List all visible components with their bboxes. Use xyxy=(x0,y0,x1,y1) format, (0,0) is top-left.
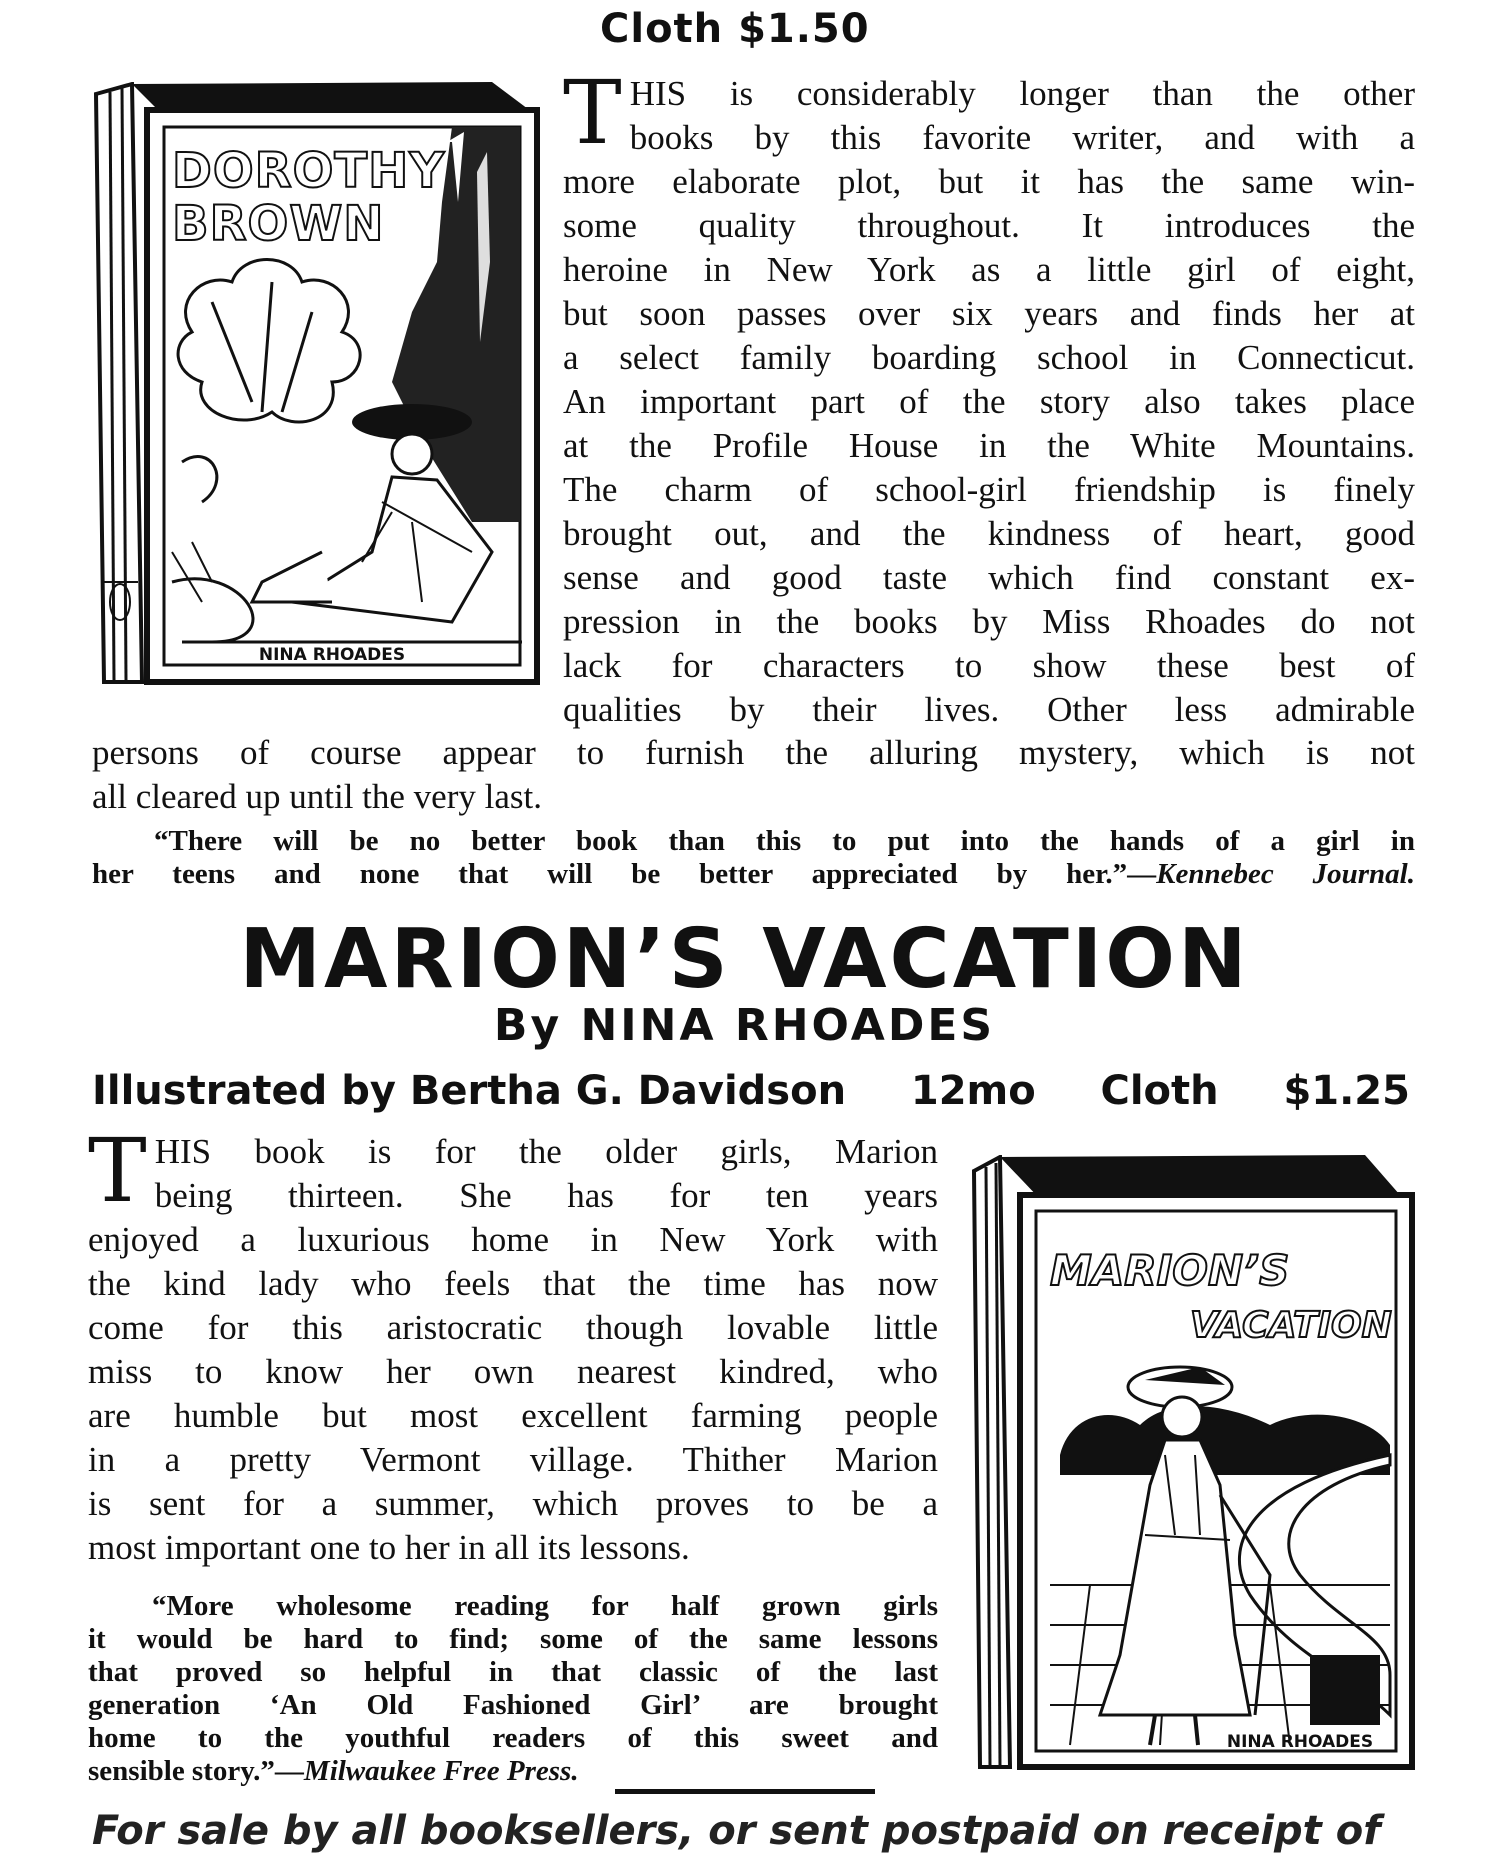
marions-vacation-cover-title-line2: VACATION xyxy=(1190,1305,1392,1346)
text-line: enjoyed a luxurious home in New York with xyxy=(88,1220,938,1259)
text-line: HIS is considerably longer than the other xyxy=(629,74,1415,113)
quote-line xyxy=(88,1755,938,1788)
quote-line: generation ‘An Old Fashioned Girl’ are brought xyxy=(88,1689,938,1721)
dorothy-brown-cover-title-line1: DOROTHY xyxy=(172,143,446,199)
text-line: are humble but most excellent farming people xyxy=(88,1396,938,1435)
text-line: is sent for a summer, which proves to be a xyxy=(88,1484,938,1523)
book-binding: Cloth xyxy=(1100,1068,1219,1114)
marions-vacation-cover-title-line1: MARION’S xyxy=(1050,1246,1290,1295)
dorothy-brown-description-continued xyxy=(92,731,1415,819)
marions-vacation-description xyxy=(88,1119,938,1570)
dorothy-brown-cover-author: NINA RHOADES xyxy=(258,645,406,665)
text-line: sense and good taste which find constant ex- xyxy=(563,558,1415,597)
quote-text: her teens and none that will be better appreciated by her.”— xyxy=(92,858,1157,890)
text-line: at the Profile House in the White Mountains. xyxy=(563,426,1415,465)
quote-text: “More wholesome reading for half grown girls xyxy=(152,1590,938,1622)
text-line: more elaborate plot, but it has the same win- xyxy=(563,162,1415,201)
dorothy-brown-cover-image xyxy=(92,82,542,687)
quote-line: that proved so helpful in that classic of the last xyxy=(88,1656,938,1688)
text-line: the kind lady who feels that the time has now xyxy=(88,1264,938,1303)
book-format: 12mo xyxy=(910,1068,1036,1114)
marions-vacation-dropcap: T xyxy=(88,1119,147,1222)
text-line: HIS book is for the older girls, Marion xyxy=(154,1132,938,1171)
text-line: lack for characters to show these best of xyxy=(563,646,1415,685)
quote-text: sensible story.”— xyxy=(88,1755,304,1787)
top-price: Cloth $1.50 xyxy=(600,6,870,52)
text-line: pression in the books by Miss Rhoades do not xyxy=(563,602,1415,641)
quote-source: Kennebec Journal. xyxy=(1156,858,1415,890)
text-line: but soon passes over six years and finds her at xyxy=(563,294,1415,333)
dorothy-brown-dropcap: T xyxy=(563,61,622,164)
text-line: brought out, and the kindness of heart, good xyxy=(563,514,1415,553)
text-line: some quality throughout. It introduces the xyxy=(563,206,1415,245)
dorothy-brown-description xyxy=(563,61,1415,732)
text-line: come for this aristocratic though lovable little xyxy=(88,1308,938,1347)
text-line: a select family boarding school in Connecticut. xyxy=(563,338,1415,377)
quote-line xyxy=(88,1590,938,1623)
quote-line: it would be hard to find; some of the same lessons xyxy=(88,1623,938,1655)
text-line: The charm of school-girl friendship is finely xyxy=(563,470,1415,509)
quote-source: Milwaukee Free Press. xyxy=(303,1755,579,1787)
section-divider xyxy=(615,1789,875,1794)
quote-line xyxy=(92,858,1415,891)
quote-line xyxy=(92,825,1415,858)
text-line: persons of course appear to furnish the alluring mystery, which is not xyxy=(92,733,1415,772)
text-line: in a pretty Vermont village. Thither Marion xyxy=(88,1440,938,1479)
marions-vacation-details xyxy=(92,1068,1410,1114)
text-line: all cleared up until the very last. xyxy=(92,777,542,816)
quote-line: home to the youthful readers of this sweet and xyxy=(88,1722,938,1754)
text-line: heroine in New York as a little girl of eight, xyxy=(563,250,1415,289)
marions-vacation-cover-author: NINA RHOADES xyxy=(1226,1732,1374,1752)
text-line: most important one to her in all its lessons. xyxy=(88,1528,690,1567)
text-line: books by this favorite writer, and with a xyxy=(629,118,1415,157)
book-price: $1.25 xyxy=(1283,1068,1410,1114)
bottom-cut-off-text: For sale by all booksellers, or sent postpaid on receipt of xyxy=(92,1808,1381,1854)
marions-vacation-byline: By NINA RHOADES xyxy=(493,1000,996,1051)
text-line: miss to know her own nearest kindred, who xyxy=(88,1352,938,1391)
text-line: qualities by their lives. Other less admirable xyxy=(563,690,1415,729)
marions-vacation-cover-image xyxy=(970,1155,1420,1775)
marions-vacation-title: MARION’S VACATION xyxy=(239,912,1250,1007)
dorothy-brown-cover-title-line2: BROWN xyxy=(172,196,385,252)
milwaukee-free-press-quote xyxy=(88,1590,938,1788)
text-line: being thirteen. She has for ten years xyxy=(154,1176,938,1215)
kennebec-journal-quote xyxy=(92,825,1415,891)
quote-text: “There will be no better book than this to put into the hands of a girl in xyxy=(154,825,1415,857)
text-line: An important part of the story also takes place xyxy=(563,382,1415,421)
illustrator-credit: Illustrated by Bertha G. Davidson xyxy=(92,1068,847,1114)
